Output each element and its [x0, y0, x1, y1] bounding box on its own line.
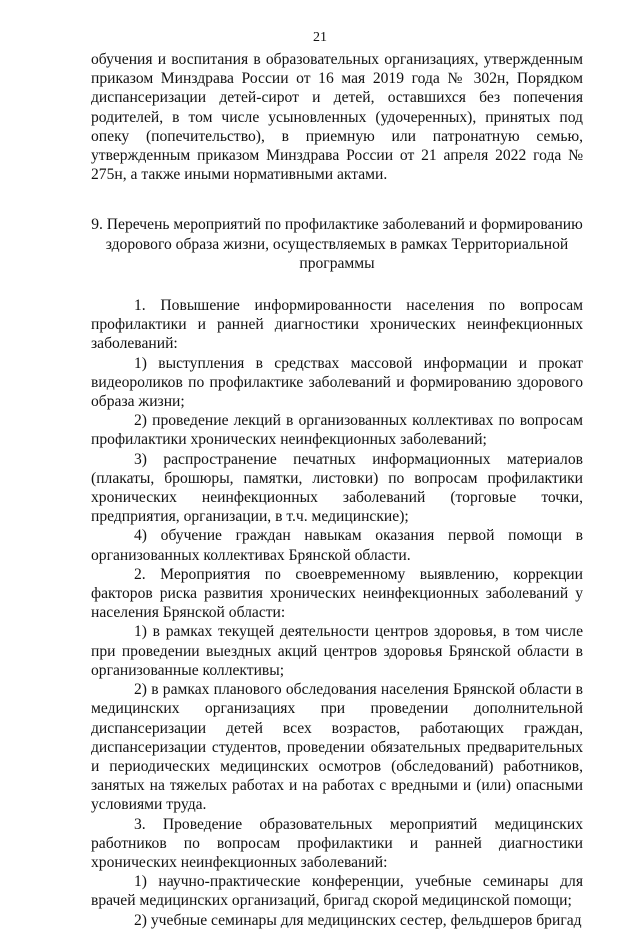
intro-paragraph: обучения и воспитания в образовательных организациях, утвержденным приказом Минздрава России от 16 мая 2019 года № 302н, Порядком диспансеризации детей-сирот и детей, оставшихся без попечения родителей, в том числе усыновленных (удочеренных), принятых под опеку (попечительство), в приемную или патронатную семью, утвержденным приказом Минздрава России от 21 апреля 2022 года № 275н, а также иными нормативными актами.	[91, 51, 583, 184]
list-item: 1) научно-практические конференции, учебные семинары для врачей медицинских организаций, бригад скорой медицинской помощи;	[91, 873, 583, 910]
page-number: 21	[313, 30, 327, 45]
list-item: 1. Повышение информированности населения по вопросам профилактики и ранней диагностики хронических неинфекционных заболеваний:	[91, 297, 583, 353]
section-heading-line-2: здорового образа жизни, осуществляемых в рамках Территориальной	[105, 235, 569, 253]
list-item: 2) проведение лекций в организованных коллективах по вопросам профилактики хронических неинфекционных заболеваний;	[91, 412, 583, 449]
section-heading-line-3: программы	[299, 254, 375, 272]
list-item: 1) в рамках текущей деятельности центров здоровья, в том числе при проведении выездных акций центров здоровья Брянской области в организованные коллективы;	[91, 623, 583, 679]
list-item: 3) распространение печатных информационных материалов (плакаты, брошюры, памятки, листовки) по вопросам профилактики хронических неинфекционных заболеваний (торговые точки, предприятия, организации, в т.ч. медицинские);	[91, 450, 583, 526]
list-item: 3. Проведение образовательных мероприятий медицинских работников по вопросам профилактики и ранней диагностики хронических неинфекционных заболеваний:	[91, 815, 583, 871]
section-heading	[91, 215, 583, 273]
list-item: 2) в рамках планового обследования населения Брянской области в медицинских организациях при проведении дополнительной диспансеризации детей всех возрастов, работающих граждан, диспансеризации студентов, проведении обязательных предварительных и периодических медицинских осмотров (обследований) работников, занятых на тяжелых работах и на работах с вредными и (или) опасными условиями труда.	[91, 681, 583, 814]
list-item: 2. Мероприятия по своевременному выявлению, коррекции факторов риска развития хронических неинфекционных заболеваний у населения Брянской области:	[91, 565, 583, 622]
document-body	[91, 50, 583, 930]
list-item: 4) обучение граждан навыкам оказания первой помощи в организованных коллективах Брянской области.	[91, 527, 583, 564]
list-item: 1) выступления в средствах массовой информации и прокат видеороликов по профилактике заболеваний и формированию здорового образа жизни;	[91, 354, 583, 411]
list-item: 2) учебные семинары для медицинских сестер, фельдшеров бригад	[134, 911, 582, 929]
section-heading-line-1: 9. Перечень мероприятий по профилактике заболеваний и формированию	[91, 216, 583, 234]
